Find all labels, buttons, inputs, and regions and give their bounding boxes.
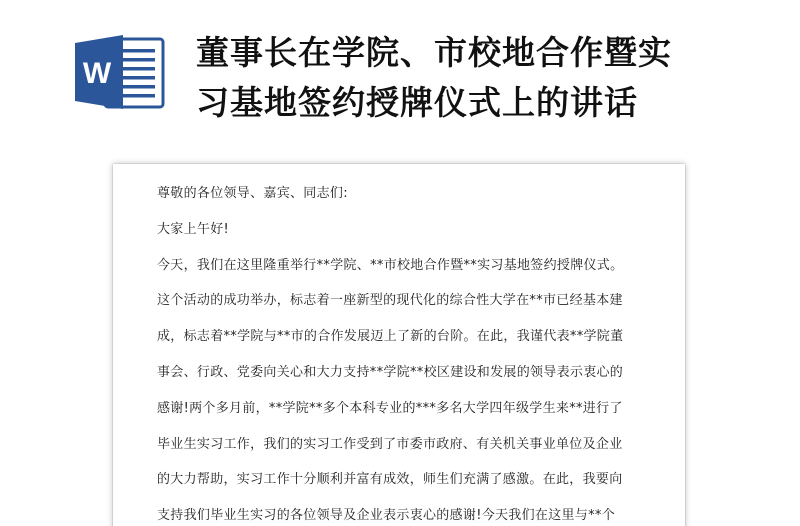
paragraph-line: 毕业生实习工作，我们的实习工作受到了市委市政府、有关机关事业单位及企业 [157, 436, 623, 452]
word-icon [75, 33, 167, 111]
paragraph-line: 尊敬的各位领导、嘉宾、同志们: [157, 186, 348, 201]
paragraph-line: 今天，我们在这里隆重举行**学院、**市校地合作暨**实习基地签约授牌仪式。 [157, 257, 624, 273]
document-body [157, 184, 652, 526]
word-icon-letter: W [82, 57, 112, 90]
header-banner [0, 0, 800, 145]
title-line: 董事长在学院、市校地合作暨实 [196, 33, 672, 72]
paragraph-line: 支持我们毕业生实习的各位领导及企业表示衷心的感谢!今天我们在这里与**个 [157, 508, 616, 524]
paragraph-line: 感谢!两个多月前，**学院**多个本科专业的***多名大学四年级学生来**进行了 [157, 400, 623, 416]
paragraph-line: 这个活动的成功举办，标志着一座新型的现代化的综合性大学在**市已经基本建 [157, 293, 623, 309]
page-title [196, 28, 776, 128]
paragraph-line: 成，标志着**学院与**市的合作发展迈上了新的台阶。在此，我谨代表**学院董 [157, 329, 624, 345]
paragraph-line: 大家上午好! [157, 221, 230, 237]
paragraph-line: 的大力帮助，实习工作十分顺利并富有成效，师生们充满了感激。在此，我要向 [157, 472, 623, 488]
paragraph-line: 事会、行政、党委向关心和大力支持**学院**校区建设和发展的领导表示衷心的 [157, 364, 624, 380]
title-line: 习基地签约授牌仪式上的讲话 [196, 83, 638, 122]
document-page [113, 164, 685, 526]
